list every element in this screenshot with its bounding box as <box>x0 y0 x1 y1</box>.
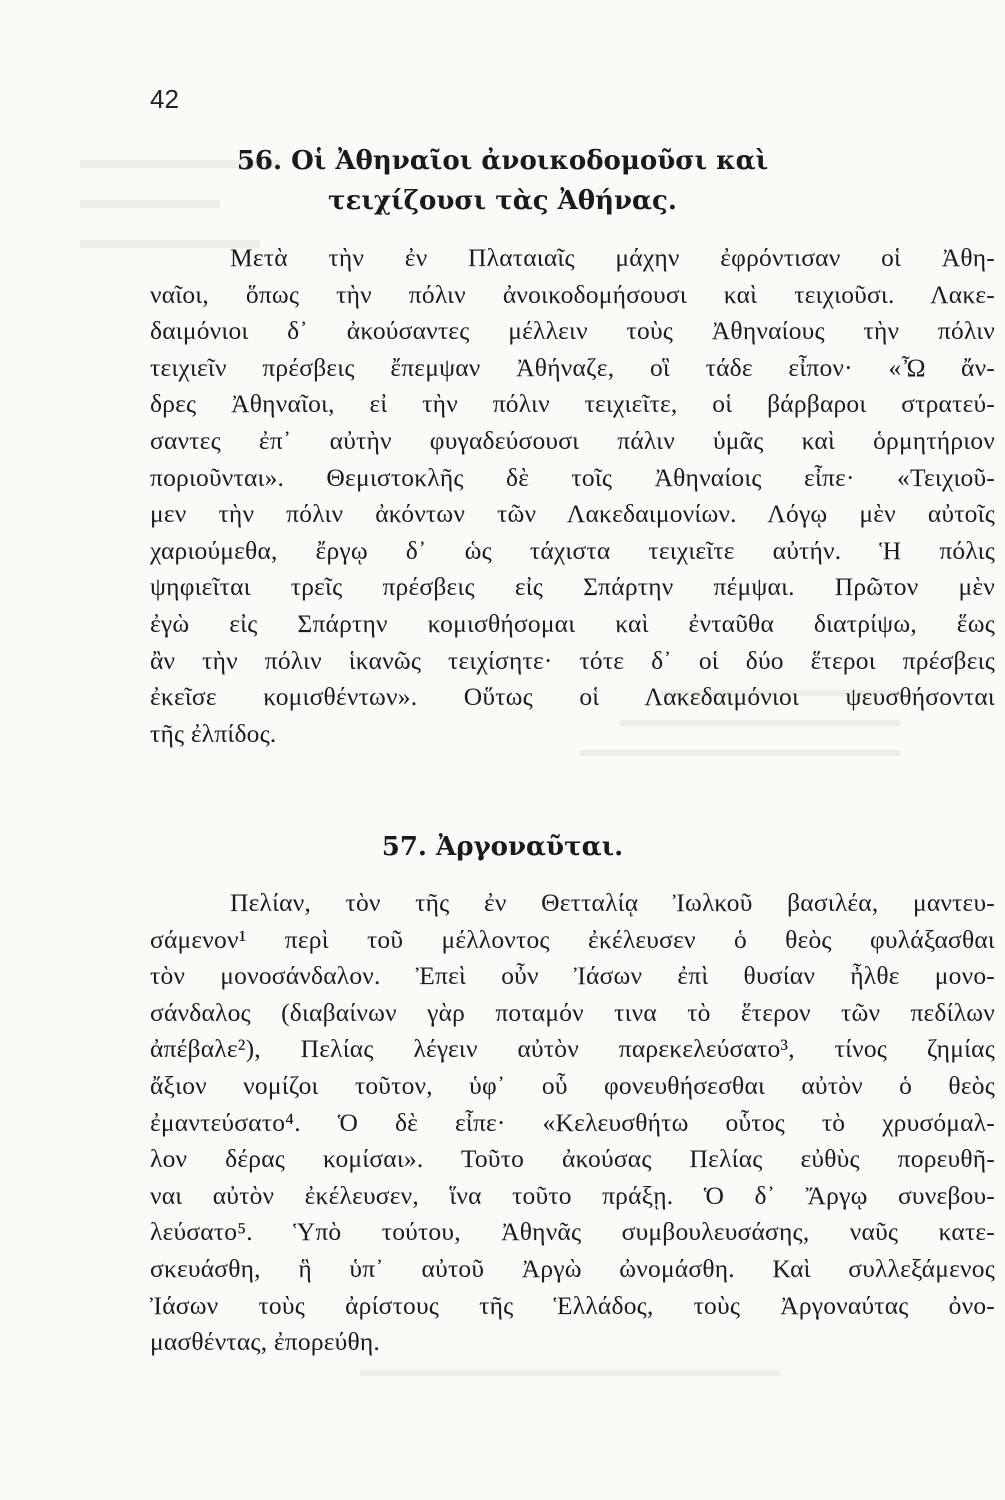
section-56-heading-line-1: 56. Οἱ Ἀθηναῖοι ἀνοικοδομοῦσι καὶ <box>236 146 769 176</box>
text-line: σάνδαλος (διαβαίνων γὰρ ποταμόν τινα τὸ ἕτερον τῶν πεδίλων <box>150 997 995 1027</box>
text-line: ἐκεῖσε κομισθέντων». Οὕτως οἱ Λακεδαιμόνιοι ψευσθήσονται <box>150 682 995 712</box>
text-line: δαιμόνιοι δ᾽ ἀκούσαντες μέλλειν τοὺς Ἀθηναίους τὴν πόλιν <box>150 316 995 346</box>
text-line: ἐμαντεύσατο⁴. Ὁ δὲ εἶπε· «Κελευσθήτω οὗτος τὸ χρυσόμαλ- <box>150 1107 995 1137</box>
text-line: ναῖοι, ὅπως τὴν πόλιν ἀνοικοδομήσουσι καὶ τειχιοῦσι. Λακε- <box>150 279 995 309</box>
section-56-heading-line-2: τειχίζουσι τὰς Ἀθήνας. <box>328 186 677 216</box>
text-line: ἄξιον νομίζοι τοῦτον, ὑφ᾽ οὗ φονευθήσεσθαι αὐτὸν ὁ θεὸς <box>150 1070 995 1100</box>
text-line: ποριοῦνται». Θεμιστοκλῆς δὲ τοῖς Ἀθηναίοις εἶπε· «Τειχιοῦ- <box>150 462 995 492</box>
text-line: σκευάσθη, ἣ ὑπ᾽ αὐτοῦ Ἀργὼ ὠνομάσθη. Καὶ συλλεξάμενος <box>150 1253 995 1283</box>
text-line: ἀπέβαλε²), Πελίας λέγειν αὐτὸν παρεκελεύσατο³, τίνος ζημίας <box>150 1034 995 1064</box>
section-56-body <box>150 240 995 752</box>
section-57-body <box>150 885 995 1361</box>
text-line: χαριούμεθα, ἔργῳ δ᾽ ὡς τάχιστα τειχιεῖτε αὐτήν. Ἡ πόλις <box>150 535 995 565</box>
text-line: μεν τὴν πόλιν ἀκόντων τῶν Λακεδαιμονίων. Λόγῳ μὲν αὐτοῖς <box>150 499 995 529</box>
text-line: ψηφιεῖται τρεῖς πρέσβεις εἰς Σπάρτην πέμψαι. Πρῶτον μὲν <box>150 572 995 602</box>
text-line: τῆς ἐλπίδος. <box>150 718 277 748</box>
text-line: Πελίαν, τὸν τῆς ἐν Θετταλίᾳ Ἰωλκοῦ βασιλέα, μαντευ- <box>230 888 995 917</box>
page-number: 42 <box>150 84 179 114</box>
text-line: ναι αὐτὸν ἐκέλευσεν, ἵνα τοῦτο πράξῃ. Ὁ δ᾽ Ἄργῳ συνεβου- <box>150 1180 995 1210</box>
text-line: τειχιεῖν πρέσβεις ἔπεμψαν Ἀθήναζε, οἳ τάδε εἶπον· «Ὦ ἄν- <box>150 352 995 382</box>
text-line: σάμενον¹ περὶ τοῦ μέλλοντος ἐκέλευσεν ὁ θεὸς φυλάξασθαι <box>150 924 995 954</box>
text-line: δρες Ἀθηναῖοι, εἰ τὴν πόλιν τειχιεῖτε, οἱ βάρβαροι στρατεύ- <box>150 389 995 419</box>
section-57-heading: 57. Ἀργοναῦται. <box>381 832 624 862</box>
text-line: ἂν τὴν πόλιν ἱκανῶς τειχίσητε· τότε δ᾽ οἱ δύο ἕτεροι πρέσβεις <box>150 645 995 675</box>
text-line: ἐγὼ εἰς Σπάρτην κομισθήσομαι καὶ ἐνταῦθα διατρίψω, ἕως <box>150 608 995 638</box>
text-line: τὸν μονοσάνδαλον. Ἐπεὶ οὖν Ἰάσων ἐπὶ θυσίαν ἦλθε μονο- <box>150 961 995 991</box>
text-line: μασθέντας, ἐπορεύθη. <box>150 1327 381 1357</box>
text-line: Μετὰ τὴν ἐν Πλαταιαῖς μάχην ἐφρόντισαν οἱ Ἀθη- <box>230 243 995 272</box>
text-line: σαντες ἐπ᾽ αὐτὴν φυγαδεύσουσι πάλιν ὑμᾶς καὶ ὁρμητήριον <box>150 425 995 455</box>
text-line: Ἰάσων τοὺς ἀρίστους τῆς Ἑλλάδος, τοὺς Ἀργοναύτας ὀνο- <box>150 1290 995 1320</box>
text-line: λον δέρας κομίσαι». Τοῦτο ἀκούσας Πελίας εὐθὺς πορευθῆ- <box>150 1144 995 1174</box>
text-line: λεύσατο⁵. Ὑπὸ τούτου, Ἀθηνᾶς συμβουλευσάσης, ναῦς κατε- <box>150 1217 995 1247</box>
